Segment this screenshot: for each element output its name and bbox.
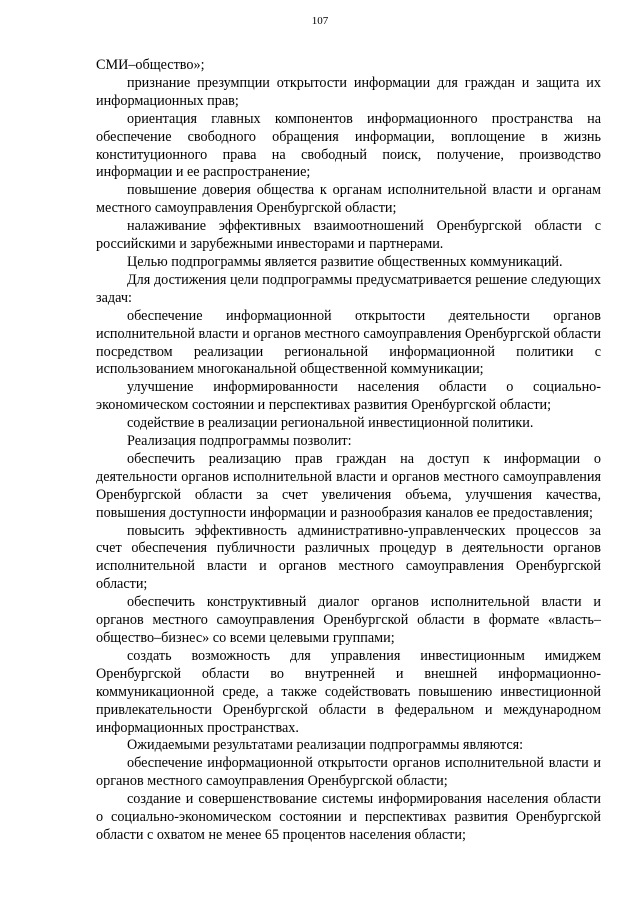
page-number: 107: [311, 15, 329, 27]
paragraph: Реализация подпрограммы позволит:: [127, 433, 352, 450]
paragraph: улучшение информированности населения области о социально-экономическом состоянии и перспективах развития Оренбургской области;: [96, 379, 601, 414]
paragraph: создать возможность для управления инвестиционным имиджем Оренбургской области во внутренней и внешней информационно-коммуникационной среде, а также содействовать повышению инвестиционной привлекательности Оренбургской области в федеральном и международном информационных пространствах.: [96, 647, 601, 736]
paragraph: повысить эффективность административно-управленческих процессов за счет обеспечения публичности различных процедур в деятельности органов исполнительной власти и органов местного самоуправления Оренбургской области;: [96, 522, 601, 593]
paragraph: содействие в реализации региональной инвестиционной политики.: [127, 415, 534, 432]
paragraph: СМИ–общество»;: [96, 57, 205, 73]
paragraph: обеспечение информационной открытости деятельности органов исполнительной власти и органов местного самоуправления Оренбургской области посредством реализации региональной информационной политики с использованием многоканальной общественной коммуникации;: [96, 307, 601, 378]
paragraph: Целью подпрограммы является развитие общественных коммуникаций.: [127, 253, 563, 270]
paragraph: создание и совершенствование системы информирования населения области о социально-экономическом состоянии и перспективах развития Оренбургской области с охватом не менее 65 процентов населения области;: [96, 791, 601, 843]
paragraph: налаживание эффективных взаимоотношений Оренбургской области с российскими и зарубежными инвесторами и партнерами.: [96, 218, 601, 253]
paragraph: Для достижения цели подпрограммы предусматривается решение следующих задач:: [96, 271, 601, 306]
paragraph: Ожидаемыми результатами реализации подпрограммы являются:: [127, 737, 524, 754]
paragraph: повышение доверия общества к органам исполнительной власти и органам местного самоуправления Оренбургской области;: [96, 182, 601, 217]
paragraph: обеспечение информационной открытости органов исполнительной власти и органов местного самоуправления Оренбургской области;: [96, 755, 601, 790]
body-text: [96, 57, 601, 845]
paragraph: обеспечить конструктивный диалог органов исполнительной власти и органов местного самоуправления Оренбургской области в формате «власть–общество–бизнес» со всеми целевыми группами;: [96, 594, 601, 646]
paragraph: признание презумпции открытости информации для граждан и защита их информационных прав;: [96, 74, 601, 109]
paragraph: обеспечить реализацию прав граждан на доступ к информации о деятельности органов исполнительной власти и органов местного самоуправления Оренбургской области за счет увеличения объема, улучшения качества, повышения доступности информации и разнообразия каналов ее предоставления;: [96, 450, 601, 521]
paragraph: ориентация главных компонентов информационного пространства на обеспечение свободного обращения информации, воплощение в жизнь конституционного права на свободный поиск, получение, производство информации и ее распространение;: [96, 110, 601, 181]
